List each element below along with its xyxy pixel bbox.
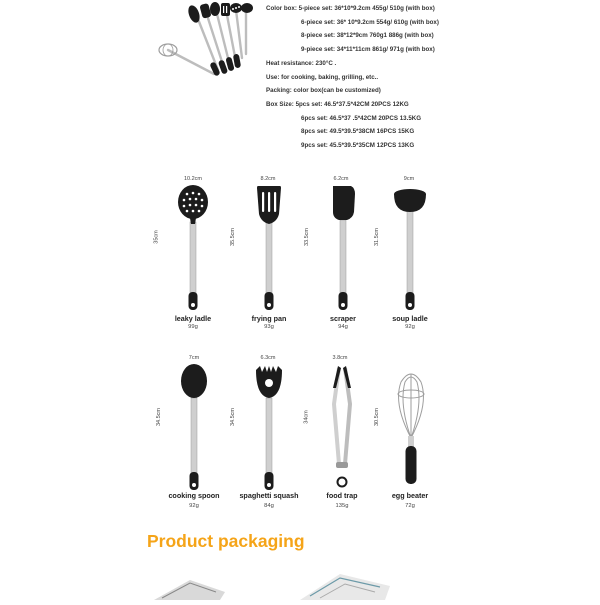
tool-width: 6.3cm [260, 355, 276, 361]
tool-length: 35cm [153, 230, 160, 244]
spec-box-9: 9pcs set: 45.5*39.5*35CM 12PCS 13KG [301, 142, 415, 150]
tool-length: 31.5cm [374, 227, 381, 247]
tool-width: 10.2cm [183, 176, 203, 182]
tool-weight: 92g [189, 503, 199, 509]
spec-color-box-8: 8-piece set: 38*12*9cm 760g1 886g (with box) [301, 32, 434, 40]
spec-color-box-9: 9-piece set: 34*11*11cm 861g/ 971g (with box) [301, 46, 435, 54]
spec-box-6: 6pcs set: 46.5*37 .5*42CM 20PCS 13.5KG [301, 114, 422, 122]
spec-box-5: Box Size: 5pcs set: 46.5*37.5*42CM 20PCS 12KG [266, 100, 409, 108]
tool-weight: 92g [405, 324, 415, 330]
specification-list [266, 2, 596, 153]
tool-weight: 99g [188, 324, 198, 330]
leaky-ladle-icon [173, 184, 213, 319]
tool-width: 7cm [188, 355, 200, 361]
tool-length: 30.5cm [374, 407, 381, 427]
tool-name: scraper [330, 314, 356, 323]
slotted-turner-icon [249, 184, 289, 319]
spec-box-8: 8pcs set: 49.5*39.5*38CM 16PCS 15KG [301, 128, 415, 136]
tool-length: 33.5cm [304, 227, 311, 247]
whisk-icon [391, 364, 431, 499]
product-packaging-heading: Product packaging [147, 531, 305, 551]
tool-name: soup ladle [392, 314, 428, 323]
tool-name: frying pan [251, 314, 287, 323]
scraper-icon [323, 184, 363, 319]
spaghetti-server-icon [249, 364, 289, 499]
tool-width: 8.2cm [260, 176, 276, 182]
spec-use: Use: for cooking, baking, grilling, etc.. [266, 73, 379, 81]
tool-length: 34.5cm [156, 407, 163, 427]
tool-length: 35.5cm [230, 227, 237, 247]
soup-ladle-icon [390, 184, 430, 319]
tool-weight: 84g [264, 503, 274, 509]
tool-name: leaky ladle [174, 314, 212, 323]
tool-width: 9cm [403, 176, 415, 182]
tool-length: 34.5cm [230, 407, 237, 427]
tool-weight: 72g [405, 503, 415, 509]
tongs-icon [322, 364, 362, 499]
tool-weight: 135g [335, 503, 349, 509]
tool-weight: 93g [264, 324, 274, 330]
tool-width: 3.8cm [332, 355, 348, 361]
tool-length: 34cm [303, 410, 310, 424]
tool-name: cooking spoon [168, 491, 220, 500]
tool-name: egg beater [391, 491, 429, 500]
spec-color-box-6: 6-piece set: 36* 10*9.2cm 554g/ 610g (with box) [301, 18, 439, 26]
utensil-set-image [148, 2, 263, 80]
cooking-spoon-icon [174, 364, 214, 499]
spec-color-box-5: Color box: 5-piece set: 36*10*9.2cm 455g/ 510g (with box) [266, 5, 435, 12]
spec-packing: Packing: color box(can be customized) [266, 87, 381, 95]
tool-width: 6.2cm [333, 176, 349, 182]
spec-heat: Heat resistance: 230°C . [266, 59, 337, 67]
tool-name: spaghetti squash [239, 491, 299, 500]
tool-name: food trap [326, 491, 358, 500]
tool-weight: 94g [338, 324, 348, 330]
